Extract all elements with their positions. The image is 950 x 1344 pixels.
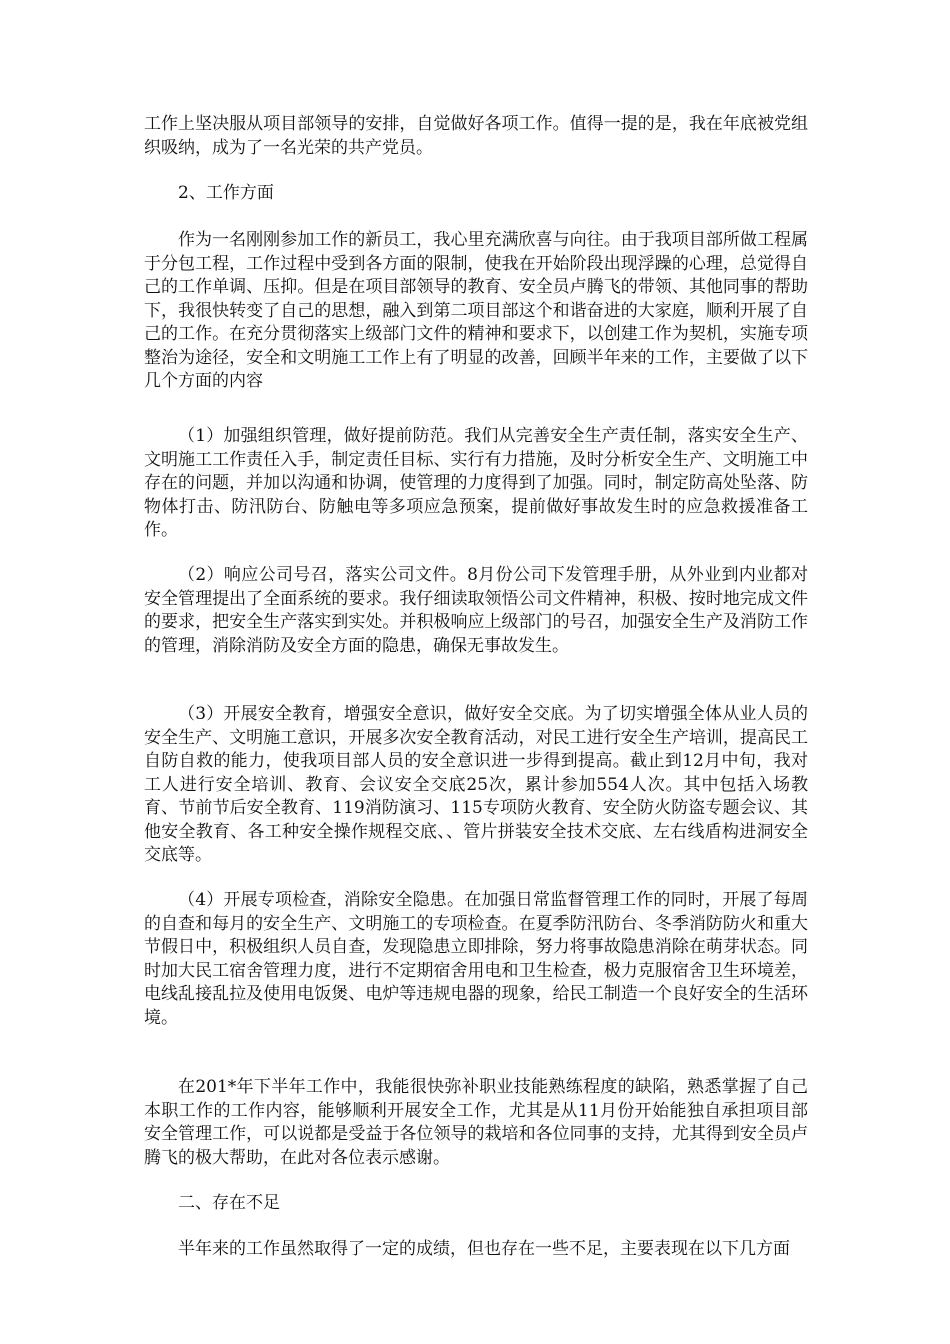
paragraph-shortcomings bbox=[144, 1238, 808, 1262]
section-heading-text: 2、工作方面 bbox=[178, 183, 274, 203]
paragraph-intro bbox=[144, 229, 808, 394]
paragraph-item-4 bbox=[144, 889, 808, 1030]
paragraph-text: 在201*年下半年工作中，我能很快弥补职业技能熟练程度的缺陷，熟悉掌握了自己本职工作的工作内容，能够顺利开展安全工作，尤其是从11月份开始能独自承担项目部安全管理工作，可以说都是受益于各位领导的栽培和各位同事的支持，尤其得到安全员卢腾飞的极大帮助，在此对各位表示感谢。 bbox=[144, 1077, 808, 1168]
section-heading-shortcomings bbox=[144, 1192, 808, 1216]
paragraph-summary bbox=[144, 1076, 808, 1170]
section-heading-work bbox=[144, 182, 808, 206]
paragraph-text: 作为一名刚刚参加工作的新员工，我心里充满欣喜与向往。由于我项目部所做工程属于分包工程，工作过程中受到各方面的限制，使我在开始阶段出现浮躁的心理，总觉得自己的工作单调、压抑。但是在项目部领导的教育、安全员卢腾飞的带领、其他同事的帮助下，我很快转变了自己的思想，融入到第二项目部这个和谐奋进的大家庭，顺利开展了自己的工作。在充分贯彻落实上级部门文件的精神和要求下，以创建工作为契机，实施专项整治为途径，安全和文明施工工作上有了明显的改善，回顾半年来的工作，主要做了以下几个方面的内容 bbox=[144, 230, 808, 391]
paragraph-text: 半年来的工作虽然取得了一定的成绩，但也存在一些不足，主要表现在以下几方面 bbox=[178, 1239, 790, 1259]
paragraph-text: 工作上坚决服从项目部领导的安排，自觉做好各项工作。值得一提的是，我在年底被党组织吸纳，成为了一名光荣的共产党员。 bbox=[144, 114, 808, 158]
paragraph-continuation bbox=[144, 113, 808, 160]
paragraph-text: （1）加强组织管理，做好提前防范。我们从完善安全生产责任制，落实安全生产、文明施工工作责任入手，制定责任目标、实行有力措施，及时分析安全生产、文明施工中存在的问题，并加以沟通和协调，使管理的力度得到了加强。同时，制定防高处坠落、防物体打击、防汛防台、防触电等多项应急预案，提前做好事故发生时的应急救援准备工作。 bbox=[144, 426, 808, 540]
paragraph-item-1 bbox=[144, 425, 808, 543]
paragraph-text: （4）开展专项检查，消除安全隐患。在加强日常监督管理工作的同时，开展了每周的自查和每月的安全生产、文明施工的专项检查。在夏季防汛防台、冬季消防防火和重大节假日中，积极组织人员自查，发现隐患立即排除，努力将事故隐患消除在萌芽状态。同时加大民工宿舍管理力度，进行不定期宿舍用电和卫生检查，极力克服宿舍卫生环境差，电线乱接乱拉及使用电饭煲、电炉等违规电器的现象，给民工制造一个良好安全的生活环境。 bbox=[144, 890, 808, 1028]
paragraph-item-2 bbox=[144, 564, 808, 658]
paragraph-text: （2）响应公司号召，落实公司文件。8月份公司下发管理手册，从外业到内业都对安全管理提出了全面系统的要求。我仔细读取领悟公司文件精神，积极、按时地完成文件的要求，把安全生产落实到实处。并积极响应上级部门的号召，加强安全生产及消防工作的管理，消除消防及安全方面的隐患，确保无事故发生。 bbox=[144, 565, 808, 656]
section-heading-text: 二、存在不足 bbox=[178, 1193, 280, 1213]
paragraph-item-3 bbox=[144, 703, 808, 868]
paragraph-text: （3）开展安全教育，增强安全意识，做好安全交底。为了切实增强全体从业人员的安全生产、文明施工意识，开展多次安全教育活动，对民工进行安全生产培训，提高民工自防自救的能力，使我项目部人员的安全意识进一步得到提高。截止到12月中旬，我对工人进行安全培训、教育、会议安全交底25次，累计参加554人次。其中包括入场教育、节前节后安全教育、119消防演习、115专项防火教育、安全防火防盗专题会议、其他安全教育、各工种安全操作规程交底、、管片拼装安全技术交底、左右线盾构进洞安全交底等。 bbox=[144, 704, 808, 865]
